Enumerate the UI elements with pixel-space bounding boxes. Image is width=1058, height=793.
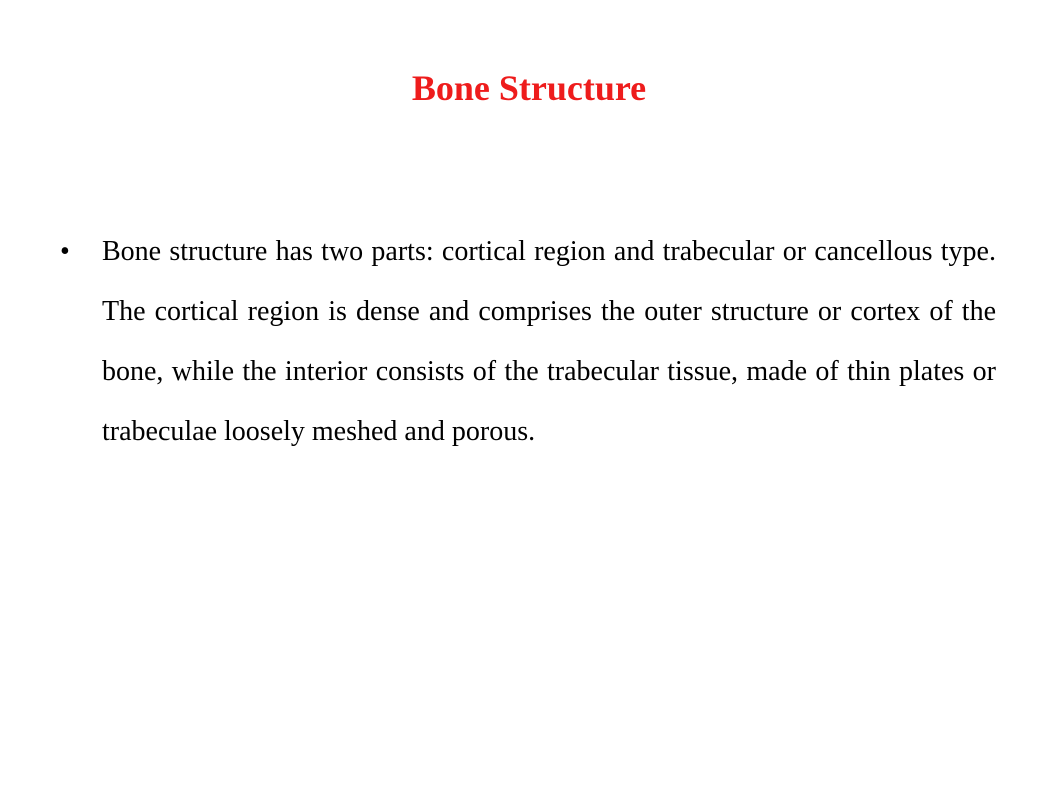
bullet-text: Bone structure has two parts: cortical region and trabecular or cancellous type. The cortical region is dense and comprises the outer structure or cortex of the bone, while the interior consists of the trabecular tissue, made of thin plates or trabeculae loosely meshed and porous. [102, 236, 996, 447]
bullet-marker: • [60, 236, 70, 267]
slide-title: Bone Structure [411, 68, 647, 108]
bullet-item [60, 222, 996, 462]
bullet-list [60, 222, 996, 462]
